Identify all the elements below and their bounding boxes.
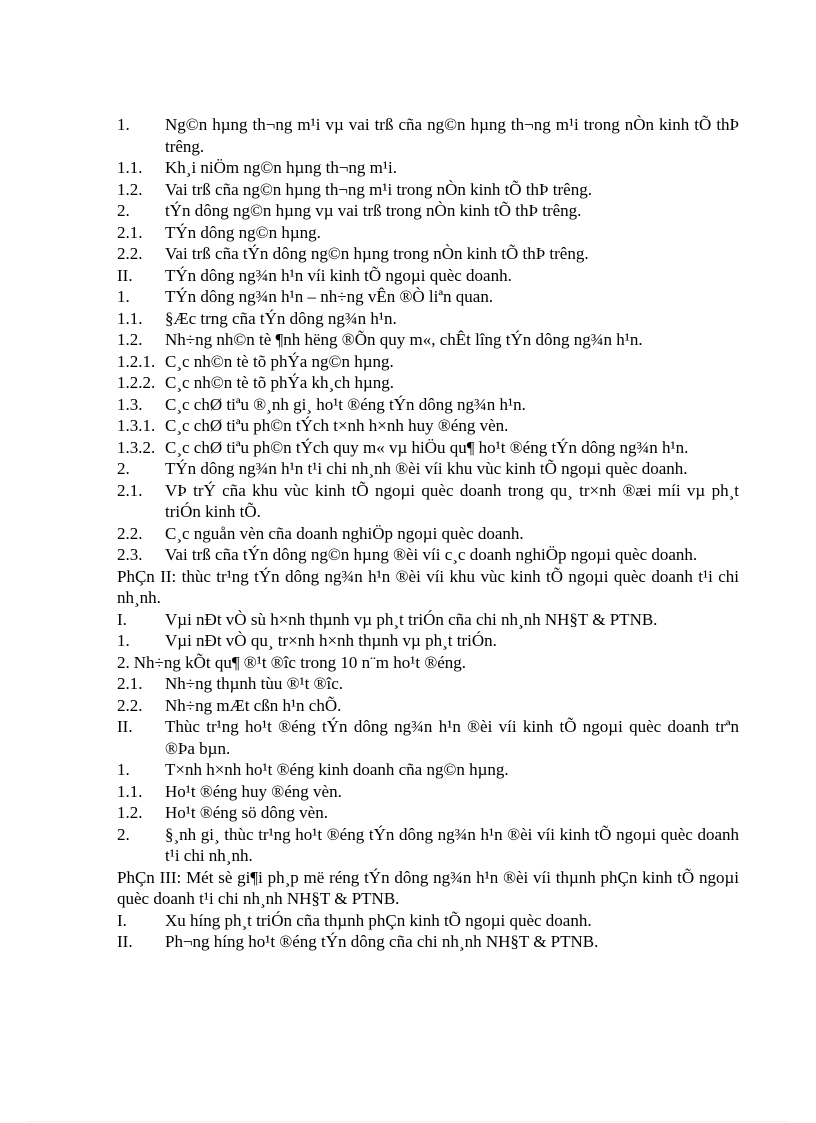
toc-entry <box>117 802 739 824</box>
toc-entry-number: 2. <box>117 201 130 220</box>
toc-entry-title: Thùc tr¹ng ho¹t ®éng tÝn dông ng¾n h¹n ®èi víi kinh tÕ ngoµi quèc doanh trªn ®Þa bµn. <box>165 717 739 758</box>
toc-entry-number: I. <box>117 609 127 629</box>
toc-entry <box>117 781 739 803</box>
toc-entry-number: 1. <box>117 115 130 134</box>
toc-entry <box>117 415 739 437</box>
toc-entry <box>117 480 739 523</box>
toc-entry-title: TÝn dông ng¾n h¹n víi kinh tÕ ngoµi quèc doanh. <box>165 265 512 285</box>
toc-entry-number: 1.3. <box>117 394 143 414</box>
toc-entry-number: 2.1. <box>117 222 143 242</box>
toc-entry-title: C¸c chØ tiªu ph©n tÝch t×nh h×nh huy ®éng vèn. <box>165 416 509 435</box>
toc-entry-title: Kh¸i niÖm ng©n hµng th¬ng m¹i. <box>165 158 397 177</box>
toc-entry <box>117 759 739 781</box>
toc-entry-title: §Æc trng cña tÝn dông ng¾n h¹n. <box>165 308 397 328</box>
toc-entry-title: Xu híng ph¸t triÓn cña thµnh phÇn kinh tÕ ngoµi quèc doanh. <box>165 910 592 930</box>
toc-entry <box>117 824 739 867</box>
toc-entry <box>117 630 739 652</box>
toc-entry-number: 2.1. <box>117 480 143 500</box>
toc-entry <box>117 716 739 759</box>
toc-entry-title: Nh÷ng thµnh tùu ®¹t ®îc. <box>165 674 344 693</box>
toc-entry-title: Vai trß cña tÝn dông ng©n hµng ®èi víi c¸c doanh nghiÖp ngoµi quèc doanh. <box>165 545 698 564</box>
toc-entry <box>117 673 739 695</box>
toc-entry-number: 1.1. <box>117 308 143 328</box>
toc-entry-number: 2.1. <box>117 674 143 693</box>
toc-entry-title: §¸nh gi¸ thùc tr¹ng ho¹t ®éng tÝn dông ng¾n h¹n ®èi víi kinh tÕ ngoµi quèc doanh t¹i chi nh¸nh. <box>165 824 739 865</box>
toc-entry-title: Nh÷ng mÆt cßn h¹n chÕ. <box>165 695 342 715</box>
table-of-contents <box>117 114 739 953</box>
toc-entry-title: C¸c chØ tiªu ®¸nh gi¸ ho¹t ®éng tÝn dông ng¾n h¹n. <box>165 394 526 414</box>
toc-entry <box>117 394 739 416</box>
toc-entry-title: TÝn dông ng©n hµng. <box>165 222 321 242</box>
toc-entry <box>117 308 739 330</box>
toc-entry-title: tÝn dông ng©n hµng vµ vai trß trong nÒn kinh tÕ thÞ trêng. <box>165 201 582 220</box>
toc-entry <box>117 931 739 953</box>
toc-entry-number: 1.2. <box>117 330 143 349</box>
section-heading: PhÇn III: Mét sè gi¶i ph¸p më réng tÝn dông ng¾n h¹n ®èi víi thµnh phÇn kinh tÕ ngoµi quèc doanh t¹i chi nh¸nh NH§T & PTNB. <box>117 867 739 908</box>
page-bottom-rule <box>28 1121 788 1122</box>
toc-entry-title: T×nh h×nh ho¹t ®éng kinh doanh cña ng©n hµng. <box>165 760 509 779</box>
toc-entry-number: 2.3. <box>117 545 143 564</box>
toc-entry <box>117 523 739 545</box>
toc-entry-title: Ho¹t ®éng huy ®éng vèn. <box>165 781 342 801</box>
toc-entry-title: Vai trß cña tÝn dông ng©n hµng trong nÒn kinh tÕ thÞ trêng. <box>165 244 589 263</box>
toc-entry-number: II. <box>117 932 133 951</box>
toc-entry-number: 2.2. <box>117 523 143 543</box>
toc-entry-number: 2.2. <box>117 695 143 715</box>
toc-entry-title: Vµi nÐt vÒ qu¸ tr×nh h×nh thµnh vµ ph¸t triÓn. <box>165 631 497 650</box>
toc-entry-number: 1.2.2. <box>117 373 156 392</box>
toc-entry-number: 1.3.2. <box>117 437 156 457</box>
toc-entry-title: C¸c nh©n tè tõ phÝa ng©n hµng. <box>165 351 394 371</box>
toc-entry <box>117 265 739 287</box>
toc-entry-number: 1.2. <box>117 803 143 822</box>
toc-entry-title: Vai trß cña ng©n hµng th¬ng m¹i trong nÒn kinh tÕ thÞ trêng. <box>165 179 592 199</box>
toc-entry <box>117 544 739 566</box>
toc-entry-title: Ng©n hµng th¬ng m¹i vµ vai trß cña ng©n hµng th¬ng m¹i trong nÒn kinh tÕ thÞ trêng. <box>165 115 739 156</box>
toc-entry <box>117 437 739 459</box>
toc-entry <box>117 157 739 179</box>
toc-entry-title: TÝn dông ng¾n h¹n t¹i chi nh¸nh ®èi víi khu vùc kinh tÕ ngoµi quèc doanh. <box>165 459 688 478</box>
toc-entry-title: Ph¬ng híng ho¹t ®éng tÝn dông cña chi nh¸nh NH§T & PTNB. <box>165 932 599 951</box>
toc-entry <box>117 695 739 717</box>
toc-entry-number: 1. <box>117 760 130 779</box>
toc-entry-number: 2. <box>117 824 130 844</box>
toc-entry-title: VÞ trÝ cña khu vùc kinh tÕ ngoµi quèc doanh trong qu¸ tr×nh ®æi míi vµ ph¸t triÓn kinh tÕ. <box>165 480 739 521</box>
toc-entry-number: 1. <box>117 287 130 306</box>
toc-entry-number: 1. <box>117 631 130 650</box>
toc-entry <box>117 329 739 351</box>
toc-entry-number: 1.1. <box>117 158 143 177</box>
toc-entry-number: 1.1. <box>117 781 143 801</box>
toc-entry-title: Vµi nÐt vÒ sù h×nh thµnh vµ ph¸t triÓn cña chi nh¸nh NH§T & PTNB. <box>165 609 658 629</box>
toc-entry <box>117 243 739 265</box>
toc-entry <box>117 114 739 157</box>
toc-entry <box>117 286 739 308</box>
toc-entry-title: TÝn dông ng¾n h¹n – nh÷ng vÊn ®Ò liªn quan. <box>165 287 494 306</box>
toc-entry-title: Nh÷ng nh©n tè ¶nh hëng ®Õn quy m«, chÊt lîng tÝn dông ng¾n h¹n. <box>165 330 643 349</box>
toc-entry-title: Nh÷ng kÕt qu¶ ®¹t ®îc trong 10 n¨m ho¹t ®éng. <box>133 652 467 672</box>
toc-entry-number: 2.2. <box>117 244 143 263</box>
toc-entry-number: I. <box>117 910 127 930</box>
toc-entry <box>117 910 739 932</box>
toc-entry-title: C¸c chØ tiªu ph©n tÝch quy m« vµ hiÖu qu¶ ho¹t ®éng tÝn dông ng¾n h¹n. <box>165 437 689 457</box>
toc-entry-number: 2. <box>117 459 130 478</box>
toc-entry-number: 2. <box>117 652 130 672</box>
toc-entry-title: C¸c nh©n tè tõ phÝa kh¸ch hµng. <box>165 373 395 392</box>
toc-entry <box>117 351 739 373</box>
toc-entry-number: 1.3.1. <box>117 416 156 435</box>
toc-entry <box>117 458 739 480</box>
toc-entry <box>117 372 739 394</box>
toc-entry <box>117 222 739 244</box>
toc-entry-title: C¸c nguån vèn cña doanh nghiÖp ngoµi quèc doanh. <box>165 523 524 543</box>
toc-entry-number: II. <box>117 717 133 736</box>
toc-entry-number: 1.2. <box>117 179 143 199</box>
toc-entry-number: 1.2.1. <box>117 351 156 371</box>
toc-entry <box>117 652 739 674</box>
section-heading: PhÇn II: thùc tr¹ng tÝn dông ng¾n h¹n ®èi víi khu vùc kinh tÕ ngoµi quèc doanh t¹i chi nh¸nh. <box>117 566 739 607</box>
toc-entry <box>117 609 739 631</box>
toc-entry-number: II. <box>117 265 133 285</box>
toc-entry-title: Ho¹t ®éng sö dông vèn. <box>165 803 328 822</box>
toc-entry <box>117 200 739 222</box>
toc-entry <box>117 179 739 201</box>
